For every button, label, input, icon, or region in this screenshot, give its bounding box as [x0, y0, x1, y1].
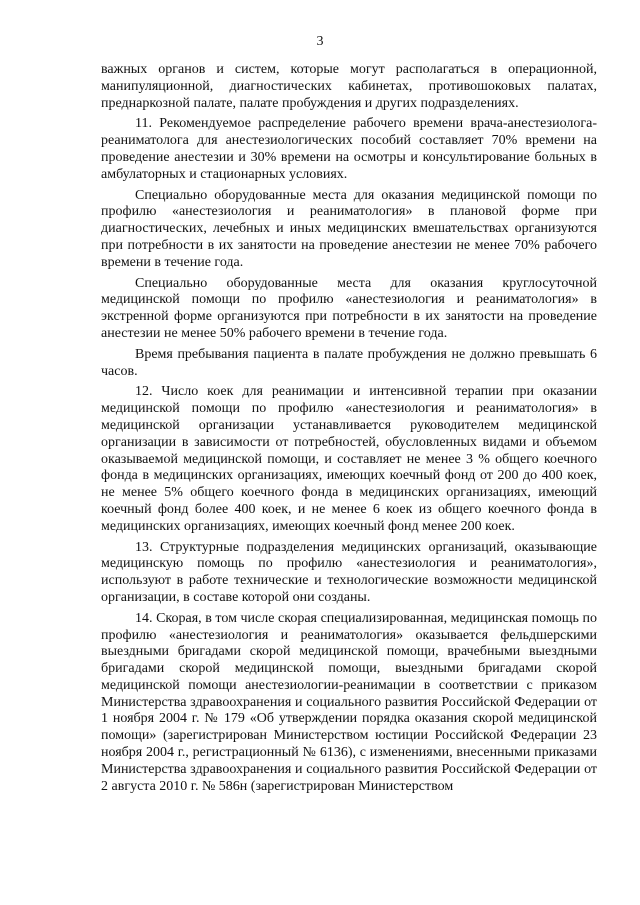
document-body [101, 62, 597, 799]
page-number: 3 [316, 34, 324, 49]
paragraph-emergency-care-places: Специально оборудованные места для оказания круглосуточной медицинской помощи по профилю «анестезиология и реаниматология» в экстренной форме организуются при потребности в их занятости на проведение анестезии не менее 50% рабочего времени в течение года. [101, 275, 597, 341]
paragraph-item-12: 12. Число коек для реанимации и интенсивной терапии при оказании медицинской помощи по профилю «анестезиология и реаниматология» в медицинской организации устанавливается руководителем медицинской организации в зависимости от потребностей, обусловленных видами и объемом оказываемой медицинской помощи, и составляет не менее 3 % общего коечного фонда в медицинских организациях, имеющих коечный фонд от 200 до 400 коек, не менее 5% общего коечного фонда в медицинских организациях, имеющий коечный фонд более 400 коек, и не менее 6 коек из общего коечного фонда в медицинских организациях, имеющих коечный фонд менее 200 коек. [101, 384, 597, 534]
paragraph-item-13: 13. Структурные подразделения медицинских организаций, оказывающие медицинскую помощь по профилю «анестезиология и реаниматология», используют в работе технические и технологические возможности медицинской организации, в составе которой они созданы. [101, 539, 597, 605]
paragraph-planned-care-places: Специально оборудованные места для оказания медицинской помощи по профилю «анестезиология и реаниматология» в плановой форме при диагностических, лечебных и иных медицинских вмешательствах организуются при потребности в их занятости на проведение анестезии не менее 70% рабочего времени в течение года. [101, 187, 597, 270]
paragraph-continuation: важных органов и систем, которые могут располагаться в операционной, манипуляционной, диагностических кабинетах, противошоковых палатах, преднаркозной палате, палате пробуждения и других подразделениях. [101, 62, 597, 111]
paragraph-item-14: 14. Скорая, в том числе скорая специализированная, медицинская помощь по профилю «анестезиология и реаниматология» оказывается фельдшерскими выездными бригадами скорой медицинской помощи, врачебными выездными бригадами скорой медицинской помощи, выездными бригадами скорой медицинской помощи анестезиологии-реанимации в соответствии с приказом Министерства здравоохранения и социального развития Российской Федерации от 1 ноября 2004 г. № 179 «Об утверждении порядка оказания скорой медицинской помощи» (зарегистрирован Министерством юстиции Российской Федерации 23 ноября 2004 г., регистрационный № 6136), с изменениями, внесенными приказами Министерства здравоохранения и социального развития Российской Федерации от 2 августа 2010 г. № 586н (зарегистрирован Министерством [101, 610, 597, 794]
paragraph-recovery-room-time: Время пребывания пациента в палате пробуждения не должно превышать 6 часов. [101, 346, 597, 379]
paragraph-item-11: 11. Рекомендуемое распределение рабочего времени врача-анестезиолога-реаниматолога для анестезиологических пособий составляет 70% времени на проведение анестезии и 30% времени на осмотры и консультирование больных в амбулаторных и стационарных условиях. [101, 116, 597, 182]
